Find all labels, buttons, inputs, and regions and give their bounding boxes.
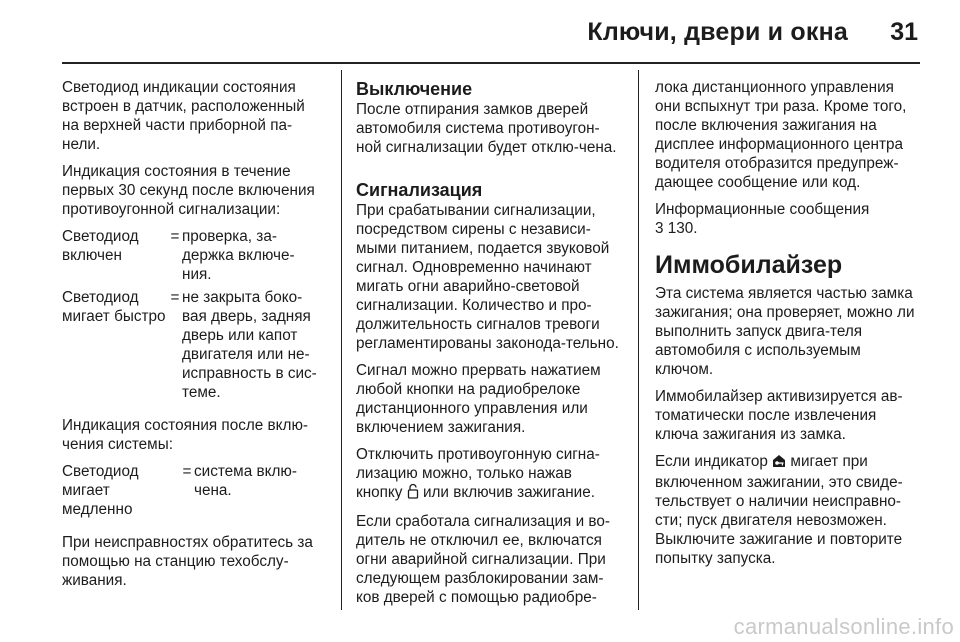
page-number: 31 [890, 18, 918, 46]
led-description: Светодиод индикации состояния встроен в датчик, расположенный на верхней части приборной па-нели. [62, 79, 305, 153]
equals-sign: = [182, 463, 192, 480]
column-3 [655, 78, 923, 576]
column-divider-2 [638, 70, 639, 610]
heading-deactivation: Выключение [356, 79, 473, 99]
chapter-title: Ключи, двери и окна [587, 18, 848, 46]
reference-arrow: 3 [655, 220, 664, 237]
led-state: Светодиод мигает медленно [62, 463, 139, 518]
state-meaning: не закрыта боко-вая дверь, задняя дверь или капот двигателя или не-исправность в сис-теме. [182, 289, 317, 401]
state-meaning: система вклю-чена. [194, 463, 297, 499]
status-after-activation-intro: Индикация состояния после вклю-чения системы: [62, 417, 309, 453]
led-state: Светодиод включен [62, 228, 139, 264]
service-note: При неисправностях обратитесь за помощью на станцию техобслу-живания. [62, 534, 313, 589]
table-row [62, 227, 324, 288]
status-first-30s-intro: Индикация состояния в течение первых 30 секунд после включения противоугонной сигнализации: [62, 163, 315, 218]
watermark: carmanualsonline.info [733, 614, 954, 639]
alarm-text-2: Сигнал можно прервать нажатием любой кнопки на радиобрелоке дистанционного управления или включением зажигания. [356, 362, 601, 436]
page-reference: 130. [667, 220, 698, 237]
status-table-initial [62, 227, 324, 406]
status-table-after [62, 462, 324, 523]
led-state: Светодиод мигает быстро [62, 289, 166, 325]
table-row [62, 462, 324, 523]
heading-immobilizer: Иммобилайзер [655, 251, 843, 279]
header-rule [62, 62, 920, 64]
info-messages-reference: Информационные сообщения 3 130. [655, 201, 870, 237]
alarm-continuation: лока дистанционного управления они вспыхнут три раза. Кроме того, после включения зажигания на дисплее информационного центра водителя отобразится предупреж-дающее сообщение или код. [655, 79, 907, 191]
page-header [62, 16, 920, 56]
alarm-text-1: При срабатывании сигнализации, посредством сирены с независи-мыми питанием, подается звуковой сигнал. Одновременно начинают мигать огни аварийно-световой сигнализации. Количество и про-должительность сигналов тревоги регламентированы законода-тельно. [356, 202, 619, 352]
column-divider-1 [341, 70, 342, 610]
deactivation-text: После отпирания замков дверей автомобиля система противоугон-ной сигнализации будет отклю-чена. [356, 101, 617, 156]
equals-sign: = [170, 289, 180, 306]
column-1 [62, 78, 324, 598]
column-2 [356, 78, 622, 615]
unlock-icon [407, 483, 419, 504]
immobilizer-text-1: Эта система является частью замка зажигания; она проверяет, можно ли выполнить запуск двига-теля автомобиля с используемым ключом. [655, 285, 915, 378]
immobilizer-text-2: Иммобилайзер активизируется ав-томатически после извлечения ключа зажигания из замка. [655, 388, 903, 443]
heading-alarm: Сигнализация [356, 180, 483, 200]
table-row [62, 288, 324, 406]
alarm-text-4: Если сработала сигнализация и во-дитель не отключил ее, включатся огни аварийной сигнализации. При следующем разблокировании зам-ков дверей с помощью радиобре- [356, 513, 610, 606]
state-meaning: проверка, за-держка включе-ния. [182, 228, 295, 283]
immobilizer-indicator-icon [772, 454, 786, 473]
equals-sign: = [170, 228, 180, 245]
alarm-text-3: Отключить противоугонную сигна-лизацию можно, только нажав кнопку или включив зажигание. [356, 445, 622, 504]
immobilizer-text-3: Если индикатор мигает при включенном зажигании, это свиде-тельствует о наличии неисправно-сти; пуск двигателя невозможен. Выключите зажигание и повторите попытку запуска. [655, 453, 903, 567]
